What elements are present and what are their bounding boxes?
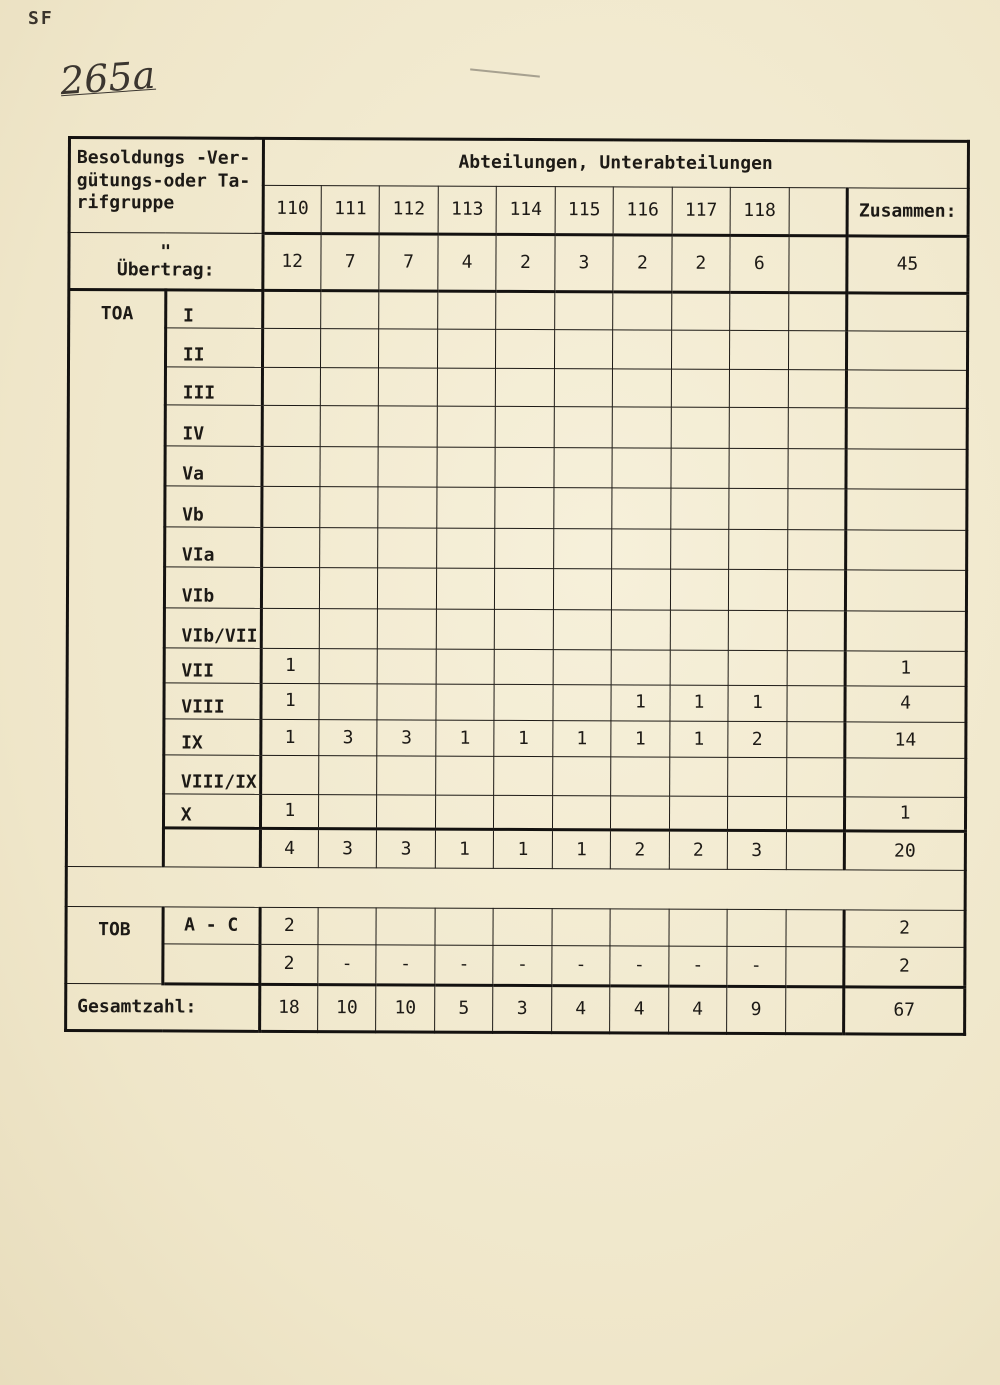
table-row — [66, 943, 965, 987]
uebertrag-value: 4 — [438, 234, 497, 291]
spacer-cell — [66, 866, 965, 910]
toa-value — [787, 610, 846, 651]
tob-value — [376, 908, 435, 945]
tob-subtotal-value: - — [668, 946, 727, 987]
toa-value — [554, 330, 613, 369]
table-row — [68, 328, 967, 370]
toa-value: 1 — [611, 684, 670, 721]
tob-subgroup-label: A - C — [163, 907, 260, 944]
toa-value — [496, 330, 555, 369]
toa-value — [553, 650, 612, 685]
toa-value — [730, 292, 789, 331]
toa-value — [262, 329, 321, 368]
toa-value — [671, 292, 730, 331]
table-row — [69, 138, 968, 188]
toa-value — [495, 609, 554, 650]
toa-subgroup-label: I — [165, 290, 262, 329]
toa-value — [379, 368, 438, 407]
toa-value: 1 — [670, 685, 729, 722]
toa-value — [553, 569, 612, 610]
toa-value: 1 — [494, 720, 553, 757]
table-row — [68, 526, 967, 570]
toa-value — [379, 329, 438, 368]
toa-value: 3 — [319, 720, 378, 757]
toa-subtotal-value: 2 — [669, 830, 728, 869]
toa-value — [554, 407, 613, 448]
table-row — [67, 567, 966, 611]
toa-value — [553, 609, 612, 650]
toa-value: 1 — [260, 719, 319, 756]
tob-subtotal-value: 2 — [259, 944, 318, 985]
toa-value — [788, 331, 847, 370]
toa-subgroup-label: VIa — [164, 527, 261, 568]
toa-subtotal-value: 3 — [318, 829, 377, 868]
uebertrag-label: " Übertrag: — [69, 233, 263, 291]
toa-value — [669, 796, 728, 831]
toa-value — [613, 330, 672, 369]
tob-subtotal-value: - — [376, 945, 435, 986]
toa-value: 1 — [260, 683, 319, 720]
toa-row-total — [845, 758, 966, 797]
toa-value: 1 — [261, 649, 320, 684]
toa-subgroup-label: X — [163, 794, 260, 829]
toa-value — [671, 407, 730, 448]
toa-value — [437, 406, 496, 447]
toa-subtotal-value: 4 — [260, 829, 319, 868]
tob-value — [610, 909, 669, 946]
toa-value — [553, 684, 612, 721]
gesamt-value: 18 — [259, 985, 318, 1032]
toa-value — [494, 795, 553, 830]
toa-value — [437, 368, 496, 407]
toa-value — [669, 758, 728, 797]
toa-subgroup-label: VIb — [164, 567, 261, 608]
toa-value — [786, 797, 845, 832]
toa-value — [611, 796, 670, 831]
toa-value — [670, 610, 729, 651]
toa-value — [378, 568, 437, 609]
toa-value — [378, 609, 437, 650]
toa-value — [612, 407, 671, 448]
toa-row-total: 1 — [845, 651, 966, 686]
gesamt-value: 4 — [668, 986, 727, 1033]
table-row — [66, 907, 965, 947]
staff-count-table — [64, 136, 970, 1036]
toa-value — [260, 756, 319, 795]
toa-value: 1 — [553, 721, 612, 758]
table-row — [66, 828, 965, 870]
toa-value — [729, 529, 788, 570]
toa-value — [554, 291, 613, 330]
table-row — [68, 366, 967, 408]
gesamt-value: 10 — [376, 985, 435, 1032]
table-row — [67, 755, 966, 797]
toa-value — [611, 757, 670, 796]
toa-value — [496, 291, 555, 330]
toa-value — [612, 529, 671, 570]
toa-value — [436, 568, 495, 609]
toa-value — [379, 406, 438, 447]
toa-value — [787, 651, 846, 686]
toa-value — [495, 447, 554, 488]
toa-value — [319, 608, 378, 649]
toa-subtotal-value: 2 — [611, 830, 670, 869]
toa-value — [670, 569, 729, 610]
toa-value — [613, 292, 672, 331]
toa-group-label: TOA — [66, 289, 165, 866]
toa-subgroup-label: II — [165, 328, 262, 367]
toa-value — [788, 448, 847, 489]
toa-value — [786, 722, 845, 759]
toa-value — [729, 570, 788, 611]
toa-subtotal-total: 20 — [844, 831, 965, 870]
toa-value — [377, 756, 436, 795]
toa-value — [377, 795, 436, 830]
toa-value — [262, 406, 321, 447]
toa-row-total — [846, 408, 967, 449]
toa-subgroup-label: Vb — [165, 486, 262, 527]
toa-value: 1 — [728, 685, 787, 722]
toa-value — [261, 487, 320, 528]
uebertrag-value: 7 — [321, 234, 380, 291]
toa-row-total: 14 — [845, 722, 966, 759]
toa-value: 2 — [728, 721, 787, 758]
toa-value — [729, 448, 788, 489]
toa-row-total — [846, 530, 967, 571]
toa-value — [671, 448, 730, 489]
table-row — [69, 233, 968, 294]
toa-value — [261, 527, 320, 568]
departments-header: Abteilungen, Unterabteilungen — [263, 138, 969, 188]
toa-value — [320, 487, 379, 528]
gesamt-value — [785, 987, 844, 1034]
toa-value — [378, 649, 437, 684]
toa-subgroup-label: IV — [165, 405, 262, 446]
toa-value: 3 — [377, 720, 436, 757]
tob-subtotal-label — [163, 944, 260, 985]
toa-subgroup-label: VIb/VII — [164, 608, 261, 649]
tob-value — [669, 909, 728, 946]
toa-value — [436, 649, 495, 684]
gesamt-value: 9 — [727, 987, 786, 1034]
tob-value — [318, 908, 377, 945]
toa-row-total — [846, 489, 967, 530]
toa-value — [261, 608, 320, 649]
group-header-cell: Besoldungs -Ver- gütungs-oder Ta- rifgruppe — [69, 138, 263, 234]
uebertrag-value: 2 — [672, 235, 731, 292]
tob-subtotal-value: - — [493, 945, 552, 986]
toa-value: 1 — [669, 721, 728, 758]
column-header-116: 116 — [613, 186, 672, 235]
toa-value: 1 — [611, 721, 670, 758]
tob-row-total: 2 — [844, 910, 965, 947]
toa-value — [494, 757, 553, 796]
toa-value — [437, 329, 496, 368]
toa-value — [436, 609, 495, 650]
toa-value — [319, 649, 378, 684]
toa-row-total — [845, 570, 966, 611]
toa-value — [377, 683, 436, 720]
toa-value — [670, 529, 729, 570]
toa-value — [788, 408, 847, 449]
toa-subgroup-label: VIII — [164, 683, 261, 720]
toa-subgroup-label: Va — [165, 446, 262, 487]
toa-row-total: 1 — [845, 797, 966, 832]
toa-value — [320, 367, 379, 406]
toa-value — [611, 610, 670, 651]
toa-value — [261, 568, 320, 609]
toa-value — [552, 757, 611, 796]
toa-row-total — [845, 611, 966, 652]
table-row — [67, 607, 966, 651]
table-row — [66, 866, 965, 910]
toa-value — [729, 369, 788, 408]
toa-subtotal-value: 3 — [727, 831, 786, 870]
tob-subtotal-value: - — [727, 946, 786, 987]
table-row — [67, 719, 966, 759]
toa-value — [554, 488, 613, 529]
toa-value — [261, 446, 320, 487]
corner-mark: SF — [28, 8, 54, 29]
toa-value — [436, 757, 495, 796]
toa-subgroup-label: IX — [164, 719, 261, 756]
column-header-111: 111 — [321, 185, 380, 234]
toa-value — [730, 331, 789, 370]
toa-value — [437, 487, 496, 528]
toa-subgroup-label: VII — [164, 648, 261, 683]
toa-value — [378, 447, 437, 488]
gesamt-total: 67 — [844, 987, 965, 1034]
toa-value — [554, 447, 613, 488]
toa-value — [728, 758, 787, 797]
handwritten-page-number: 265a — [58, 52, 157, 104]
toa-subtotal-value: 1 — [552, 830, 611, 869]
toa-value — [318, 795, 377, 830]
gesamt-value: 3 — [493, 986, 552, 1033]
uebertrag-value: 6 — [730, 236, 789, 293]
uebertrag-value: 7 — [379, 234, 438, 291]
toa-value — [670, 488, 729, 529]
toa-value — [319, 756, 378, 795]
table-row — [68, 486, 967, 530]
toa-value — [671, 330, 730, 369]
toa-value — [319, 568, 378, 609]
toa-value — [378, 487, 437, 528]
column-header-112: 112 — [379, 185, 438, 234]
toa-row-total — [846, 370, 967, 409]
toa-value — [494, 684, 553, 721]
toa-value — [378, 528, 437, 569]
toa-value — [436, 528, 495, 569]
toa-value — [729, 408, 788, 449]
tob-subtotal-total: 2 — [844, 947, 965, 988]
toa-value — [320, 527, 379, 568]
toa-row-total — [847, 293, 968, 332]
tob-subtotal-value: - — [610, 946, 669, 987]
gesamt-label: Gesamtzahl: — [66, 984, 260, 1032]
toa-value — [786, 758, 845, 797]
toa-subtotal-value: 1 — [435, 829, 494, 868]
toa-value — [612, 569, 671, 610]
toa-value — [320, 446, 379, 487]
tob-value — [435, 908, 494, 945]
tob-value — [552, 909, 611, 946]
toa-row-total — [847, 331, 968, 370]
toa-row-total — [846, 449, 967, 490]
column-header-110: 110 — [263, 185, 322, 234]
toa-value — [320, 406, 379, 447]
gesamt-value: 5 — [434, 985, 493, 1032]
table-row — [69, 289, 968, 331]
toa-value — [787, 489, 846, 530]
toa-value — [436, 684, 495, 721]
toa-subgroup-label: VIII/IX — [163, 755, 260, 794]
toa-value — [495, 407, 554, 448]
toa-value — [553, 528, 612, 569]
toa-subtotal-label — [163, 828, 260, 867]
table-row — [67, 682, 966, 722]
toa-value — [495, 488, 554, 529]
toa-value — [495, 569, 554, 610]
pencil-stroke — [470, 68, 540, 77]
uebertrag-value: 2 — [496, 235, 555, 292]
toa-subgroup-label: III — [165, 367, 262, 406]
gesamt-value: 4 — [551, 986, 610, 1033]
column-header-118: 118 — [730, 187, 789, 236]
toa-value — [554, 368, 613, 407]
toa-value — [613, 369, 672, 408]
toa-value — [787, 570, 846, 611]
tob-subtotal-value: - — [435, 945, 494, 986]
table-row — [66, 793, 965, 831]
toa-row-total: 4 — [845, 685, 966, 722]
tob-value — [786, 910, 845, 947]
tob-group-label: TOB — [66, 907, 163, 984]
toa-value — [788, 292, 847, 331]
tob-value: 2 — [259, 908, 318, 945]
column-header-blank — [789, 187, 848, 236]
uebertrag-value: 12 — [262, 234, 321, 291]
gesamt-value: 4 — [610, 986, 669, 1033]
toa-value — [787, 685, 846, 722]
toa-value — [611, 650, 670, 685]
toa-value — [262, 290, 321, 329]
toa-value — [320, 329, 379, 368]
toa-value — [728, 796, 787, 831]
toa-value — [670, 650, 729, 685]
toa-value — [728, 651, 787, 686]
toa-value — [496, 368, 555, 407]
toa-value — [438, 291, 497, 330]
toa-value — [671, 369, 730, 408]
toa-value — [612, 448, 671, 489]
column-header-117: 117 — [672, 187, 731, 236]
toa-value — [788, 369, 847, 408]
uebertrag-value: 3 — [555, 235, 614, 292]
toa-subtotal-value: 1 — [494, 830, 553, 869]
table-row — [68, 445, 967, 489]
toa-value — [494, 650, 553, 685]
uebertrag-value — [788, 236, 847, 293]
toa-value — [787, 529, 846, 570]
uebertrag-total: 45 — [847, 236, 968, 293]
toa-value: 1 — [260, 794, 319, 829]
tob-value — [493, 909, 552, 946]
toa-value — [552, 796, 611, 831]
toa-value — [612, 488, 671, 529]
tob-subtotal-value — [785, 946, 844, 987]
tob-subtotal-value: - — [552, 945, 611, 986]
toa-subtotal-value — [786, 831, 845, 870]
table-row — [67, 648, 966, 686]
toa-value — [321, 290, 380, 329]
toa-value — [319, 683, 378, 720]
toa-subtotal-value: 3 — [377, 829, 436, 868]
toa-value — [729, 489, 788, 530]
toa-value — [379, 291, 438, 330]
toa-value — [495, 528, 554, 569]
total-column-header: Zusammen: — [847, 187, 968, 236]
tob-subtotal-value: - — [318, 944, 377, 985]
column-header-113: 113 — [438, 186, 497, 235]
toa-value — [262, 367, 321, 406]
column-header-114: 114 — [496, 186, 555, 235]
uebertrag-value: 2 — [613, 235, 672, 292]
table-row — [66, 984, 965, 1035]
toa-value — [437, 447, 496, 488]
toa-value — [435, 795, 494, 830]
gesamt-value: 10 — [318, 985, 377, 1032]
column-header-115: 115 — [555, 186, 614, 235]
tob-value — [727, 910, 786, 947]
table-row — [68, 405, 967, 449]
toa-value: 1 — [436, 720, 495, 757]
toa-value — [728, 610, 787, 651]
